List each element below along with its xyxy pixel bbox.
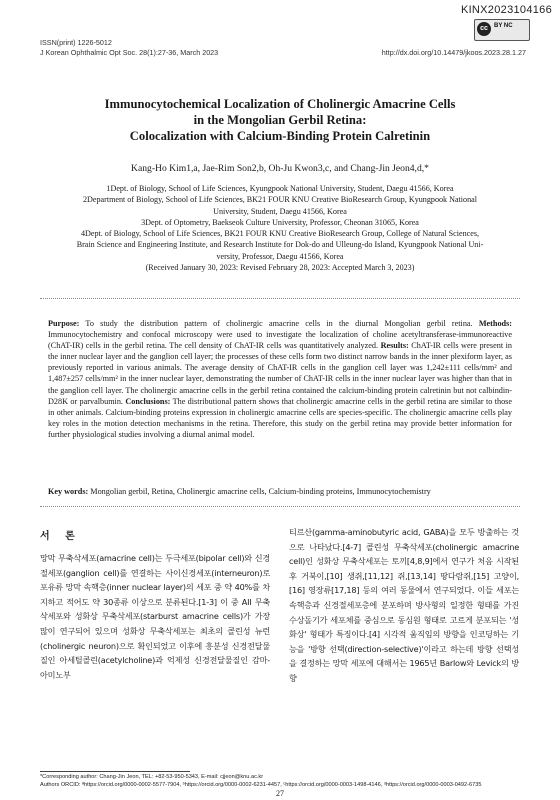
title-line: Colocalization with Calcium-Binding Protein Calretinin — [129, 129, 431, 143]
affiliation-line: 4Dept. of Biology, School of Life Sciences, BK21 FOUR KNU Creative BioResearch Group, College of Natural Sciences, — [80, 229, 479, 239]
purpose-label: Purpose: — [48, 319, 80, 328]
keywords-label: Key words: — [48, 487, 89, 496]
conclusions-text: The distributional pattern shows that cholinergic amacrine cells in the gerbil retina are similar to those in other animals. Calcium-binding proteins expression in cholinergic amacrine cells are species-specific. The cholinergic amacrine cells play key roles in the motion detection mechanisms in the retina. Therefore, this study on the gerbil retina may provide better information for further physiological studies involving a diurnal animal model. — [48, 396, 513, 439]
document-id: KINX2023104166 — [460, 4, 552, 16]
cc-license-text: BY NC — [494, 23, 513, 29]
affiliation-line: 3Dept. of Optometry, Baekseok Culture University, Professor, Cheonan 31065, Korea — [141, 217, 419, 227]
affiliation-line: 2Department of Biology, School of Life Sciences, BK21 FOUR KNU Creative BioResearch Group, Kyungpook National — [83, 195, 477, 205]
doi-link[interactable]: http://dx.doi.org/10.14479/jkoos.2023.28.1.27 — [381, 48, 526, 57]
divider — [40, 298, 520, 299]
methods-label: Methods: — [478, 319, 513, 328]
conclusions-label: Conclusions: — [125, 396, 171, 406]
affiliation-line: versity, Professor, Daegu 41566, Korea — [216, 251, 344, 261]
abstract — [48, 318, 512, 440]
title-line: in the Mongolian Gerbil Retina: — [193, 113, 367, 127]
affiliations — [40, 183, 520, 273]
divider — [40, 506, 520, 507]
affiliation-line: University, Student, Daegu 41566, Korea — [213, 206, 347, 216]
journal-meta — [40, 38, 218, 58]
section-heading: 서 론 — [40, 531, 81, 542]
issn: ISSN(print) 1226-5012 — [40, 38, 112, 47]
footnote-rule — [40, 771, 190, 772]
cc-icon: cc — [477, 22, 491, 36]
footnotes — [40, 774, 530, 789]
body-column-right: 티르산(gamma-aminobutyric acid, GABA)을 모두 방출하는 것으로 나타났다.[4-7] 콜린성 무축삭세포(cholinergic amacrine cell)인 성화상 무축삭세포는 토끼[4,8,9]에서 연구가 처음 시작된 후 거북이,[10] 생쥐,[11,12] 쥐,[13,14] 땅다람쥐,[15] 고양이,[16] 영장류[17,18] 등의 여러 동물에서 연구되었다. 이들 세포는 속핵층과 신경절세포층에 분포하며 방사형의 일정한 형태를 가진 수상돌기가 세포체를 중심으로 동심원 형태로 고르게 분포되는 '성화상' 형태가 특징이다.[4] 시각적 움직임의 방향을 인코딩하는 기능을 '방향 선택(direction-selective)'이라고 하는데 방향 선택성을 결정하는 망막 세포에 대해서는 1965년 Barlow와 Levick의 방향 — [289, 527, 519, 683]
corresponding-author: *Corresponding author: Chang-Jin Jeon, TEL: +82-53-950-5343, E-mail: cjjeon@knu.ac.kr — [40, 774, 264, 780]
paper-title — [40, 96, 520, 144]
received-dates: (Received January 30, 2023: Revised February 28, 2023: Accepted March 3, 2023) — [145, 263, 415, 273]
keywords — [48, 487, 512, 496]
title-line: Immunocytochemical Localization of Cholinergic Amacrine Cells — [104, 97, 456, 111]
keywords-text: Mongolian gerbil, Retina, Cholinergic amacrine cells, Calcium-binding proteins, Immunocytochemistry — [88, 487, 431, 496]
author-orcid: Authors ORCID: ªhttps://orcid.org/0000-0002-5577-7904, ᵇhttps://orcid.org/0000-0002-6231-4457, ᶜhttps://orcid.org/0000-0003-1498-4146, ᵈhttps://orcid.org/0000-0003-0492-6735 — [40, 781, 482, 788]
purpose-text: To study the distribution pattern of cholinergic amacrine cells in the diurnal Mongolian gerbil retina. — [79, 319, 473, 328]
methods-text: Immunocytochemistry and confocal microscopy were used to investigate the localization of choline acetyltransferase-immunoreactive (ChAT-IR) cells in the gerbil retina. The cell density of ChAT-IR cells was quantitatively analyzed. — [48, 330, 512, 351]
results-label: Results: — [380, 341, 409, 351]
journal-citation: J Korean Ophthalmic Opt Soc. 28(1):27-36, March 2023 — [40, 48, 219, 57]
author-list: Kang-Ho Kim1,a, Jae-Rim Son2,b, Oh-Ju Kwon3,c, and Chang-Jin Jeon4,d,* — [131, 163, 429, 174]
affiliation-line: 1Dept. of Biology, School of Life Sciences, Kyungpook National University, Student, Daegu 41566, Korea — [106, 184, 454, 193]
affiliation-line: Brain Science and Engineering Institute, and Research Institute for Dok-do and Ulleung-do Island, Kyungpook National Uni- — [76, 240, 484, 250]
body-column-left: 망막 무축삭세포(amacrine cell)는 두극세포(bipolar cell)와 신경절세포(ganglion cell)를 연결하는 사이신경세포(interneuron)로 포유류 망막 속핵층(inner nuclear layer)의 세포 중 약 40%를 차지하고 적어도 약 30종류 이상으로 분류된다.[1-3] 이 중 AII 무축삭세포와 성화상 무축삭세포(starburst amacrine cells)가 가장 많이 연구되어 있으며 성화상 무축삭세포는 최초의 콜린성 뉴런(cholinergic neuron)으로 확인되었고 이후에 흥분성 신경전달물질인 아세틸콜린(acetylcholine)과 억제성 신경전달물질인 감마-아미노부 — [40, 553, 270, 680]
page-number: 27 — [276, 789, 284, 798]
cc-license-badge — [474, 19, 530, 41]
results-text: ChAT-IR cells were present in the inner nuclear layer and the ganglion cell layer; the processes of these cells form two distinct narrow bands in the inner plexiform layer, as previously reported in various animals. The average density of ChAT-IR cells in the ganglion cell layer was 1,242±111 cells/mm² and 1,487±257 cells/mm² in the inner nuclear layer, demonstrating the number of ChAT-IR cells in the inner nuclear layer was higher than that in the ganglion cell layer. The cholinergic amacrine cells in the gerbil retina contained the calcium-binding protein calretinin but not calbindin-D28K or parvalbumin. — [48, 341, 512, 406]
